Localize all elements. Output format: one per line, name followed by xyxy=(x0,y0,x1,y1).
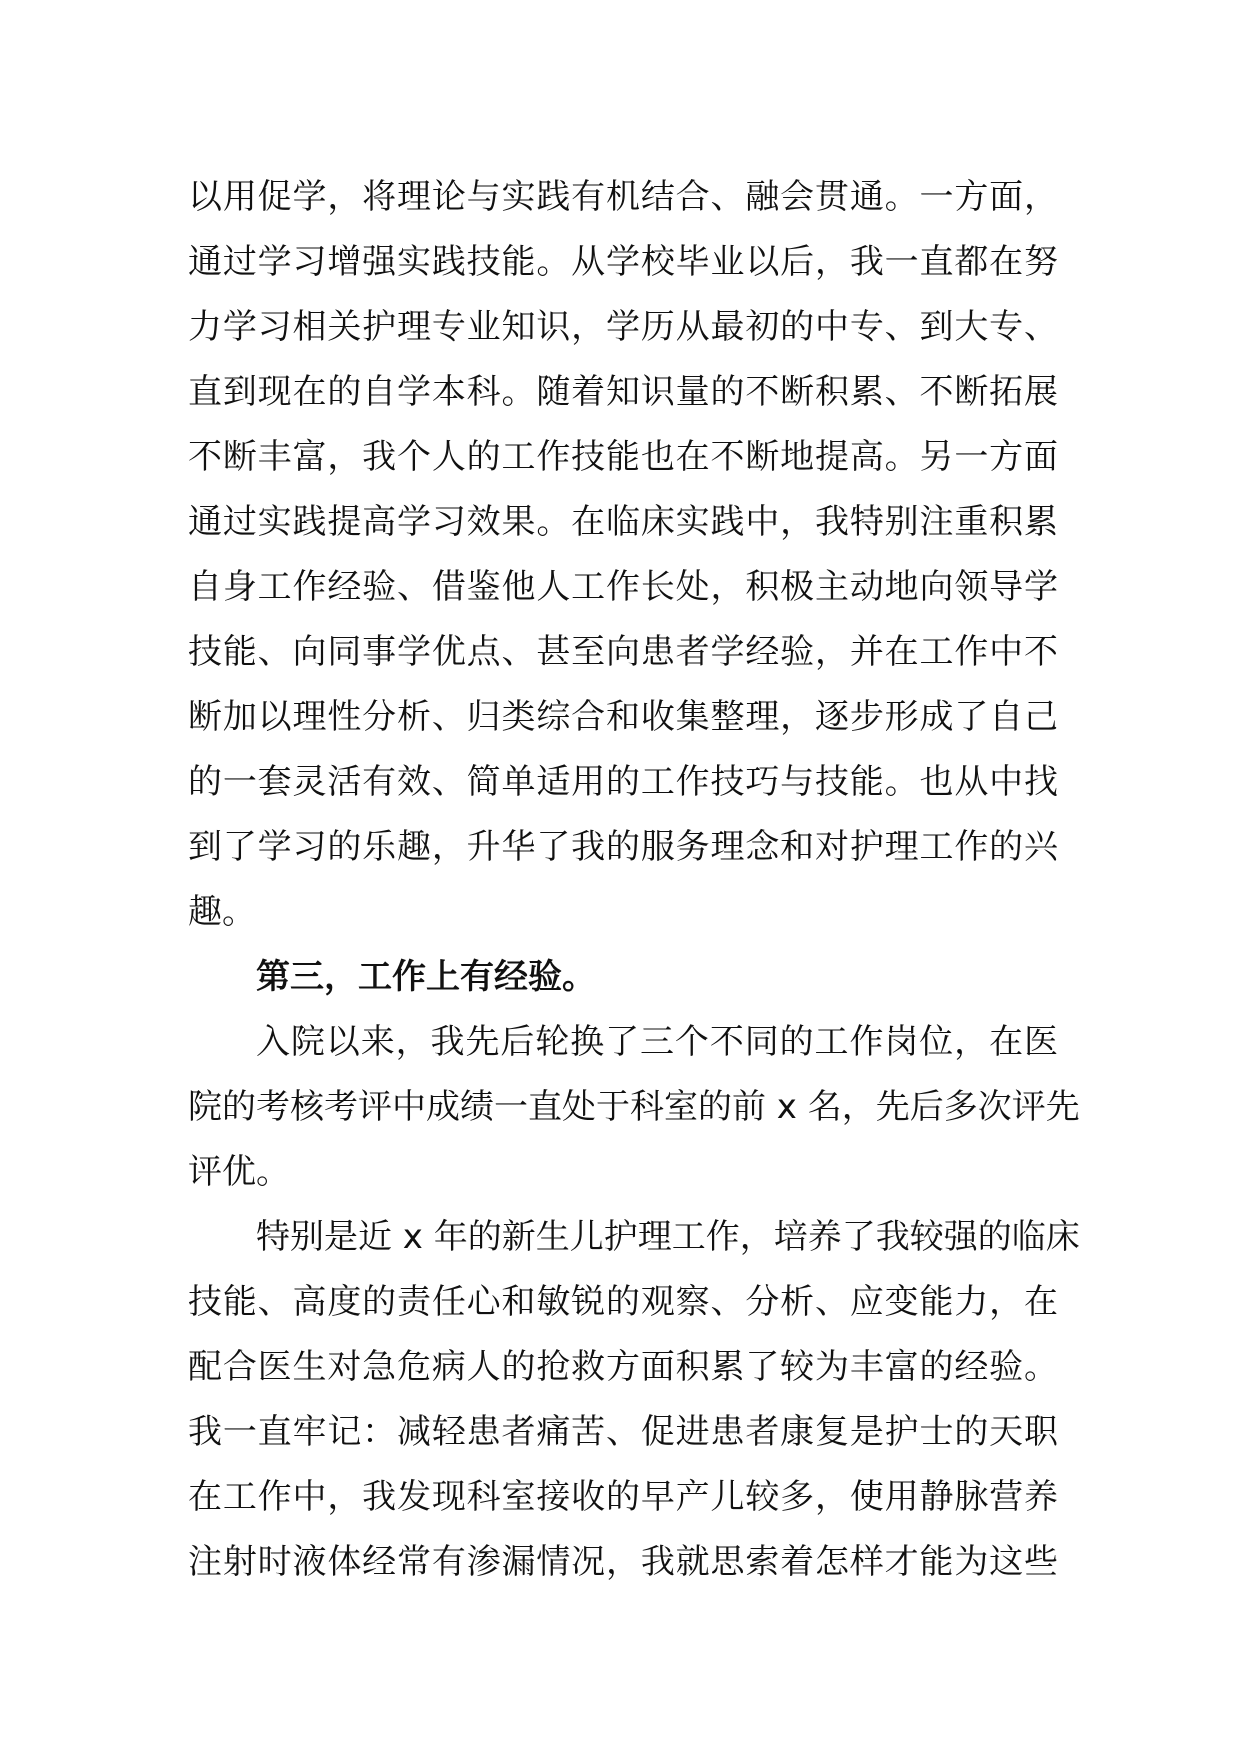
body-text-line: 我一直牢记：减轻患者痛苦、促进患者康复是护士的天职 xyxy=(188,1412,1058,1452)
body-text-line: 院的考核考评中成绩一直处于科室的前 x 名，先后多次评先 xyxy=(188,1087,1080,1127)
body-text-line: 入院以来，我先后轮换了三个不同的工作岗位，在医 xyxy=(256,1022,1058,1062)
body-text-line: 以用促学，将理论与实践有机结合、融会贯通。一方面， xyxy=(188,177,1058,217)
body-text-line: 到了学习的乐趣，升华了我的服务理念和对护理工作的兴 xyxy=(188,827,1058,867)
body-text-line: 通过学习增强实践技能。从学校毕业以后，我一直都在努 xyxy=(188,242,1058,282)
body-text-line: 在工作中，我发现科室接收的早产儿较多，使用静脉营养 xyxy=(188,1477,1058,1517)
section-heading: 第三，工作上有经验。 xyxy=(256,957,596,997)
body-text-line: 评优。 xyxy=(188,1152,290,1192)
body-text-line: 技能、向同事学优点、甚至向患者学经验，并在工作中不 xyxy=(188,632,1058,672)
document-body xyxy=(188,165,1080,1595)
body-text-line: 自身工作经验、借鉴他人工作长处，积极主动地向领导学 xyxy=(188,567,1058,607)
body-text-line: 配合医生对急危病人的抢救方面积累了较为丰富的经验。 xyxy=(188,1347,1058,1387)
body-text-line: 断加以理性分析、归类综合和收集整理，逐步形成了自己 xyxy=(188,697,1058,737)
body-text-line: 趣。 xyxy=(188,892,256,932)
body-text-line: 技能、高度的责任心和敏锐的观察、分析、应变能力，在 xyxy=(188,1282,1058,1322)
body-text-line: 直到现在的自学本科。随着知识量的不断积累、不断拓展 xyxy=(188,372,1058,412)
body-text-line: 注射时液体经常有渗漏情况，我就思索着怎样才能为这些 xyxy=(188,1542,1058,1582)
body-text-line: 通过实践提高学习效果。在临床实践中，我特别注重积累 xyxy=(188,502,1058,542)
body-text-line: 力学习相关护理专业知识，学历从最初的中专、到大专、 xyxy=(188,307,1058,347)
body-text-line: 的一套灵活有效、简单适用的工作技巧与技能。也从中找 xyxy=(188,762,1058,802)
body-text-line: 特别是近 x 年的新生儿护理工作，培养了我较强的临床 xyxy=(256,1217,1080,1257)
body-text-line: 不断丰富，我个人的工作技能也在不断地提高。另一方面 xyxy=(188,437,1058,477)
